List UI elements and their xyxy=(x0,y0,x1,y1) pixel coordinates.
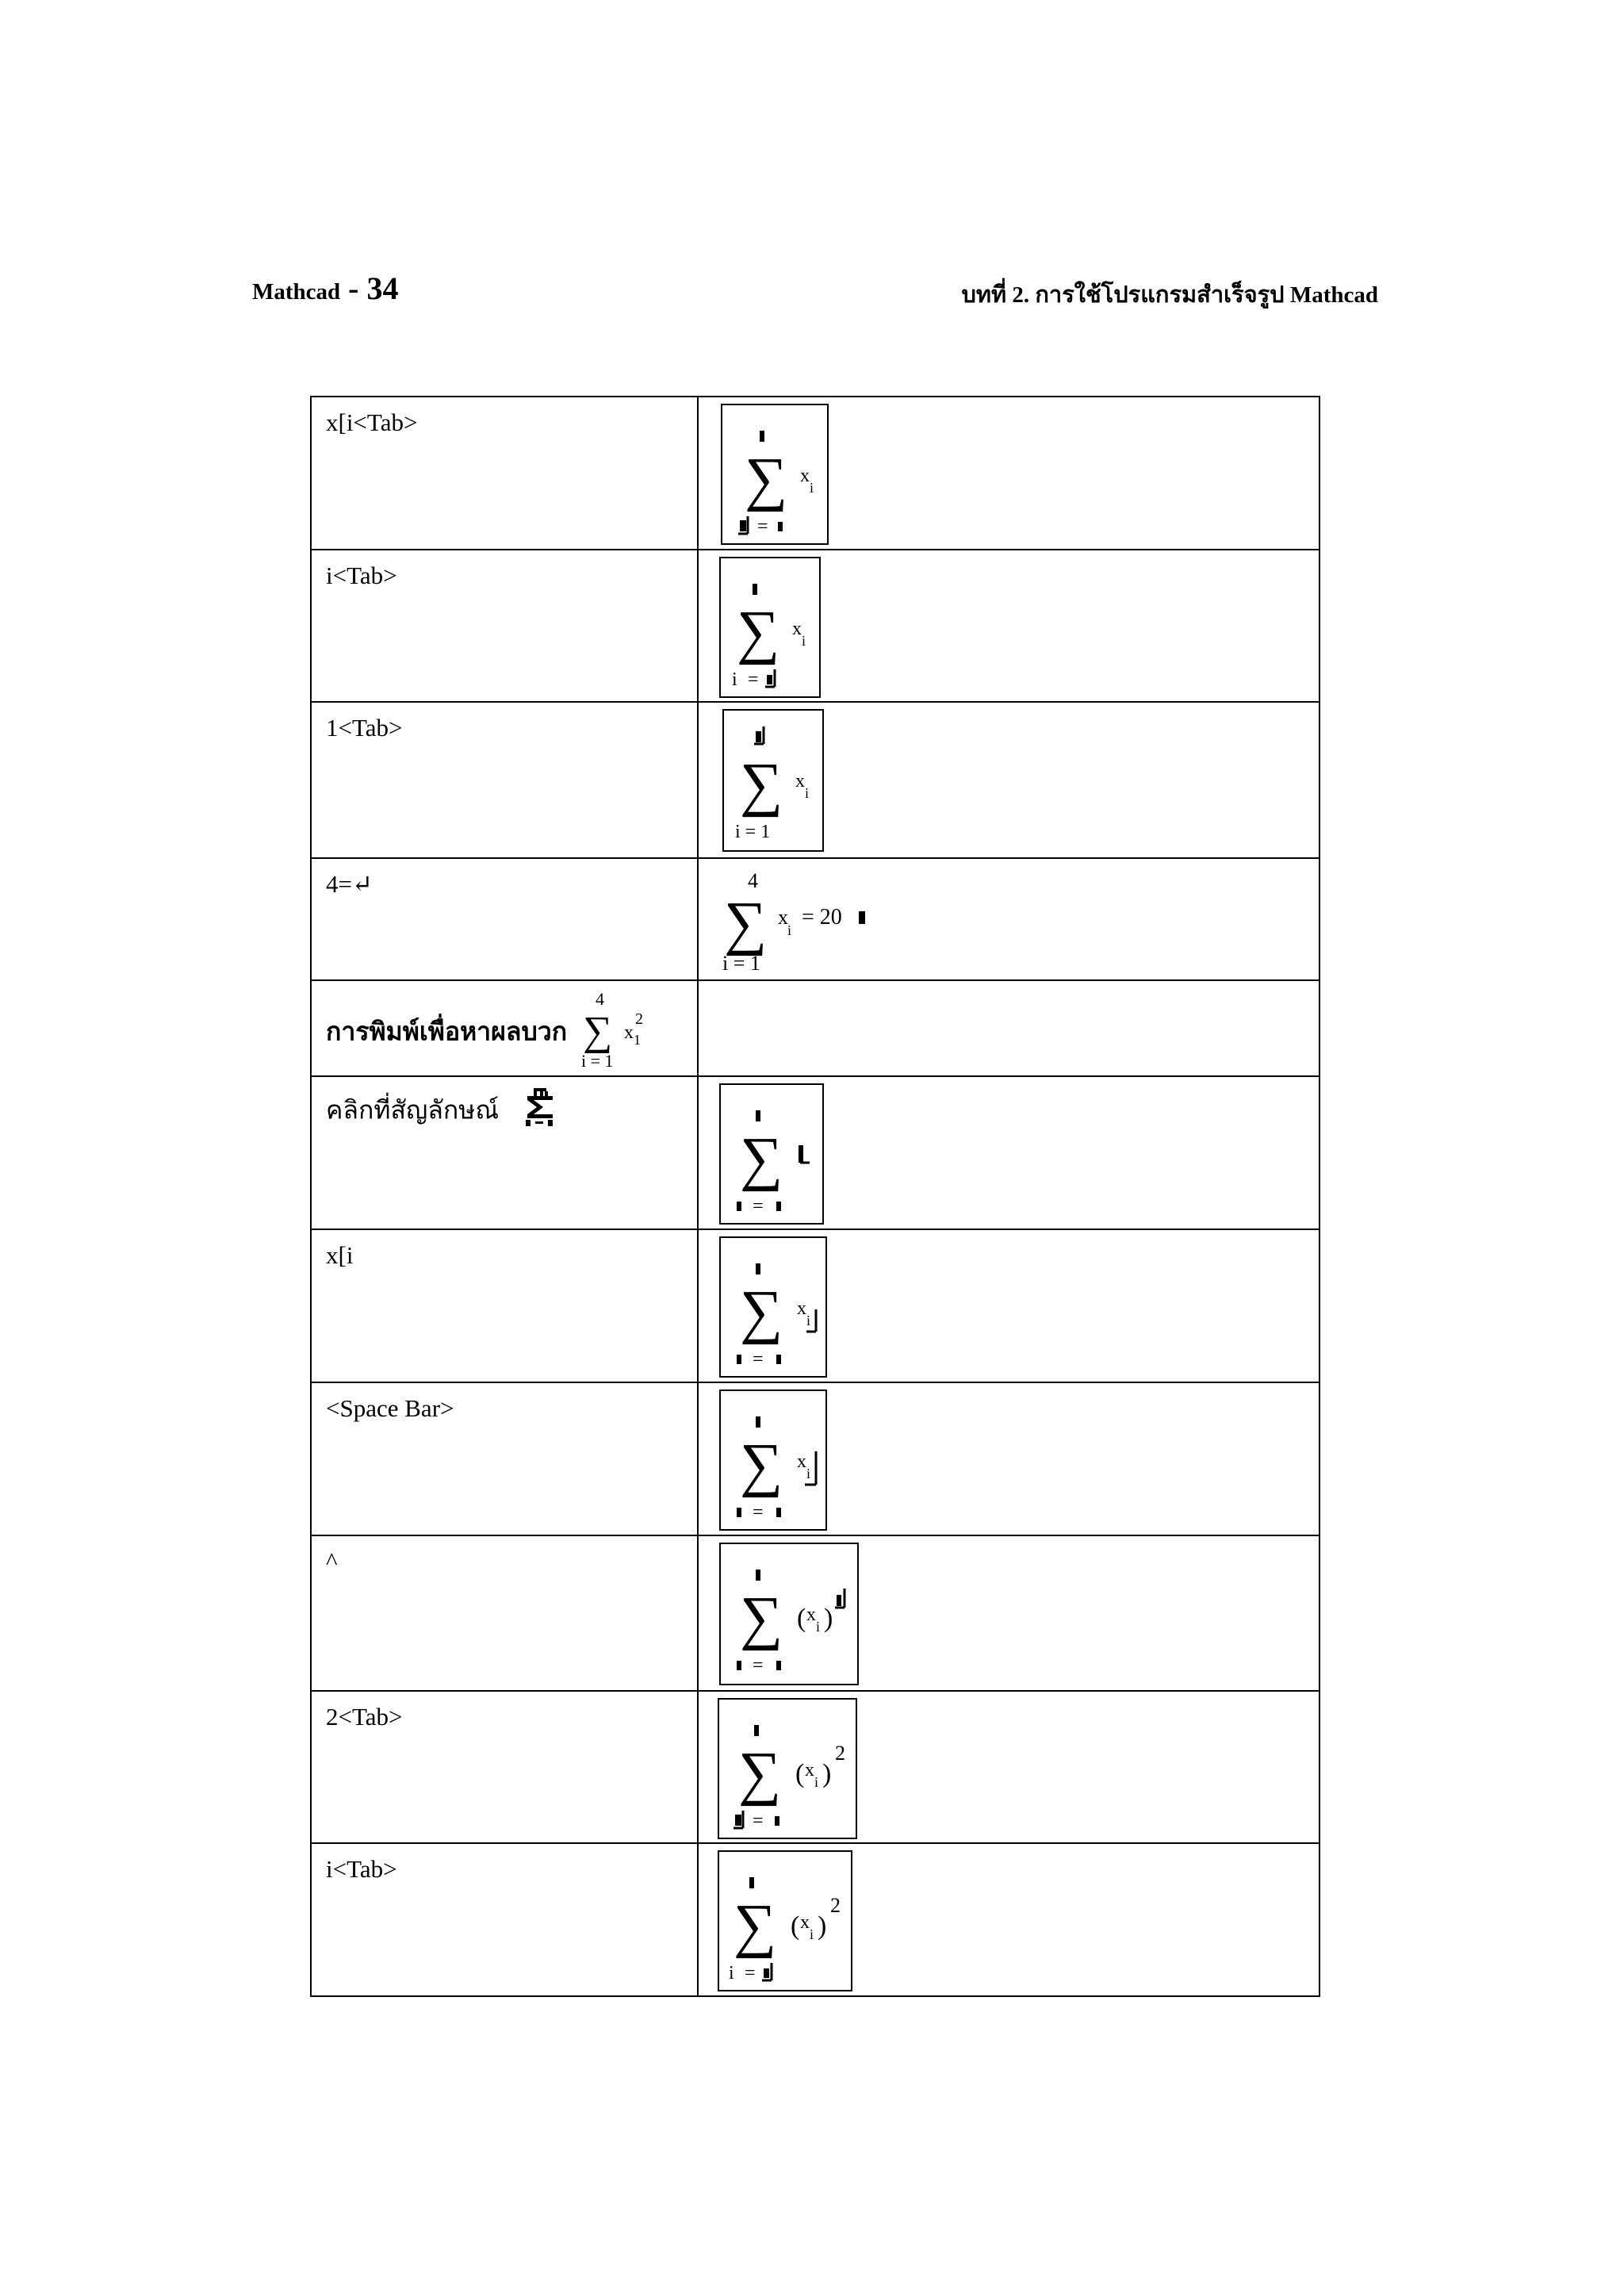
svg-text:2: 2 xyxy=(635,1010,644,1028)
svg-text:4: 4 xyxy=(596,989,605,1009)
lower-var-cursor xyxy=(740,520,746,531)
mathcad-region xyxy=(719,1543,859,1685)
svg-text:i: i xyxy=(802,633,806,649)
sigma-symbol: ∑ xyxy=(740,1278,783,1345)
svg-text:i: i xyxy=(732,669,737,690)
svg-text:=: = xyxy=(753,1349,764,1370)
lower-limit: i = 1 xyxy=(722,952,760,975)
svg-text:x: x xyxy=(800,1912,810,1933)
summand-var: x xyxy=(800,466,810,486)
mathcad-region xyxy=(721,404,829,545)
summation-template xyxy=(722,405,827,543)
steps-table xyxy=(310,396,1320,1997)
sigma-symbol: ∑ xyxy=(740,751,783,818)
result-cell xyxy=(698,397,1320,550)
keystroke-text: i<Tab> xyxy=(326,1855,397,1883)
table-row xyxy=(311,1691,1320,1843)
table-row xyxy=(311,1229,1320,1382)
chapter-title: บทที่ 2. การใช้โปรแกรมสำเร็จรูป Mathcad xyxy=(961,282,1378,308)
sigma-symbol: ∑ xyxy=(738,1740,782,1807)
svg-text:(: ( xyxy=(797,1604,806,1633)
sigma-symbol: ∑ xyxy=(740,1125,783,1192)
result-cell xyxy=(698,702,1320,858)
table-row xyxy=(311,397,1320,550)
keystroke-text: 4=↵ xyxy=(326,870,373,898)
table-row xyxy=(311,1843,1320,1996)
sigma-symbol: ∑ xyxy=(740,1432,783,1498)
svg-text:(: ( xyxy=(791,1911,800,1941)
summand-var: x xyxy=(778,906,788,929)
mathcad-region xyxy=(718,1698,857,1839)
upper-placeholder xyxy=(760,431,764,442)
header-app: Mathcad xyxy=(252,279,341,305)
table-row xyxy=(311,550,1320,702)
svg-text:): ) xyxy=(818,1911,827,1941)
sigma-symbol: ∑ xyxy=(745,446,788,512)
svg-text:x: x xyxy=(806,1604,816,1625)
summand-sub: i xyxy=(810,480,814,496)
result-cell xyxy=(698,858,1320,980)
sigma-symbol: ∑ xyxy=(733,1892,777,1959)
cursor xyxy=(859,911,865,924)
keystroke-text: x[i<Tab> xyxy=(326,408,418,436)
table-row xyxy=(311,858,1320,980)
mathcad-region xyxy=(719,1236,827,1378)
svg-text:=: = xyxy=(757,516,768,537)
sigma-symbol: ∑ xyxy=(724,890,768,956)
svg-text:=: = xyxy=(753,1655,764,1676)
keystroke-cell xyxy=(311,1229,698,1382)
keystroke-text: 1<Tab> xyxy=(326,714,403,742)
keystroke-cell xyxy=(311,1691,698,1843)
keystroke-cell xyxy=(311,980,698,1076)
summand-placeholder xyxy=(799,1145,803,1163)
summation-template xyxy=(721,1391,825,1529)
mathcad-region xyxy=(718,1850,852,1991)
svg-text:): ) xyxy=(824,1604,833,1633)
instruction-text: คลิกที่สัญลักษณ์ xyxy=(326,1095,500,1125)
keystroke-cell xyxy=(311,1843,698,1996)
summation-template xyxy=(719,1700,856,1838)
result-cell xyxy=(698,550,1320,702)
mathcad-region xyxy=(719,557,821,698)
summation-result xyxy=(716,864,883,975)
lower-value-placeholder xyxy=(778,522,783,531)
summation-template xyxy=(721,1085,822,1223)
keystroke-cell xyxy=(311,1076,698,1229)
summand-sub: i xyxy=(787,922,792,938)
keystroke-cell xyxy=(311,550,698,702)
svg-text:i: i xyxy=(814,1774,819,1790)
sum-formula xyxy=(580,987,653,1075)
exponent: 2 xyxy=(835,1742,845,1765)
page-header-left xyxy=(252,270,399,307)
svg-text:x: x xyxy=(797,1298,806,1319)
result-cell xyxy=(698,1229,1320,1382)
svg-text:x: x xyxy=(624,1022,634,1043)
svg-text:(: ( xyxy=(795,1759,805,1788)
svg-text:i: i xyxy=(810,1926,814,1942)
svg-text:1: 1 xyxy=(634,1032,642,1048)
result-cell xyxy=(698,1691,1320,1843)
keystroke-text: x[i xyxy=(326,1241,354,1269)
table-row xyxy=(311,702,1320,858)
result-cell xyxy=(698,1076,1320,1229)
keystroke-cell xyxy=(311,1535,698,1691)
sigma-symbol: ∑ xyxy=(583,1009,613,1054)
table-row xyxy=(311,980,1320,1076)
summation-template xyxy=(724,711,822,850)
instruction-text: การพิมพ์เพื่อหาผลบวก xyxy=(326,1017,568,1046)
summation-template xyxy=(721,1544,857,1684)
result-cell xyxy=(698,1843,1320,1996)
svg-text:i: i xyxy=(806,1466,811,1481)
svg-text:x: x xyxy=(792,619,802,639)
keystroke-text: <Space Bar> xyxy=(326,1394,454,1422)
keystroke-cell xyxy=(311,702,698,858)
svg-text:2: 2 xyxy=(830,1894,841,1917)
keystroke-cell xyxy=(311,1382,698,1535)
table-row xyxy=(311,1535,1320,1691)
header-separator: - xyxy=(340,270,367,306)
svg-text:i: i xyxy=(729,1963,734,1984)
page-number: 34 xyxy=(366,270,399,306)
keystroke-text: ^ xyxy=(326,1547,338,1575)
exponent-placeholder xyxy=(837,1595,841,1606)
mathcad-region xyxy=(719,1083,824,1225)
result-cell xyxy=(698,1535,1320,1691)
result-cell xyxy=(698,980,1320,1076)
svg-text:i: i xyxy=(816,1619,821,1635)
svg-text:=: = xyxy=(745,1963,756,1984)
svg-text:): ) xyxy=(822,1759,832,1788)
svg-text:x: x xyxy=(797,1451,806,1472)
summation-template xyxy=(721,1238,825,1376)
sigma-symbol: ∑ xyxy=(737,599,780,665)
upper-limit: 4 xyxy=(748,869,758,892)
result-cell xyxy=(698,1382,1320,1535)
summation-template xyxy=(721,558,819,696)
svg-text:i = 1: i = 1 xyxy=(735,822,771,842)
keystroke-text: 2<Tab> xyxy=(326,1703,403,1731)
svg-text:i: i xyxy=(805,785,810,801)
svg-text:=: = xyxy=(753,1502,764,1523)
svg-text:=: = xyxy=(753,1811,764,1831)
svg-text:=: = xyxy=(748,669,759,690)
keystroke-cell xyxy=(311,858,698,980)
svg-text:i = 1: i = 1 xyxy=(581,1051,614,1070)
mathcad-region xyxy=(719,1389,827,1531)
mathcad-region xyxy=(722,709,824,852)
summation-template xyxy=(719,1852,851,1990)
svg-text:x: x xyxy=(795,771,805,792)
table-row xyxy=(311,1076,1320,1229)
sum-result: = 20 xyxy=(802,905,842,930)
svg-text:i: i xyxy=(806,1313,811,1328)
keystroke-text: i<Tab> xyxy=(326,562,397,589)
svg-text:=: = xyxy=(753,1196,764,1217)
table-row xyxy=(311,1382,1320,1535)
keystroke-cell xyxy=(311,397,698,550)
summation-button-icon[interactable] xyxy=(523,1088,557,1132)
svg-text:x: x xyxy=(805,1760,814,1780)
sigma-symbol: ∑ xyxy=(740,1585,783,1651)
